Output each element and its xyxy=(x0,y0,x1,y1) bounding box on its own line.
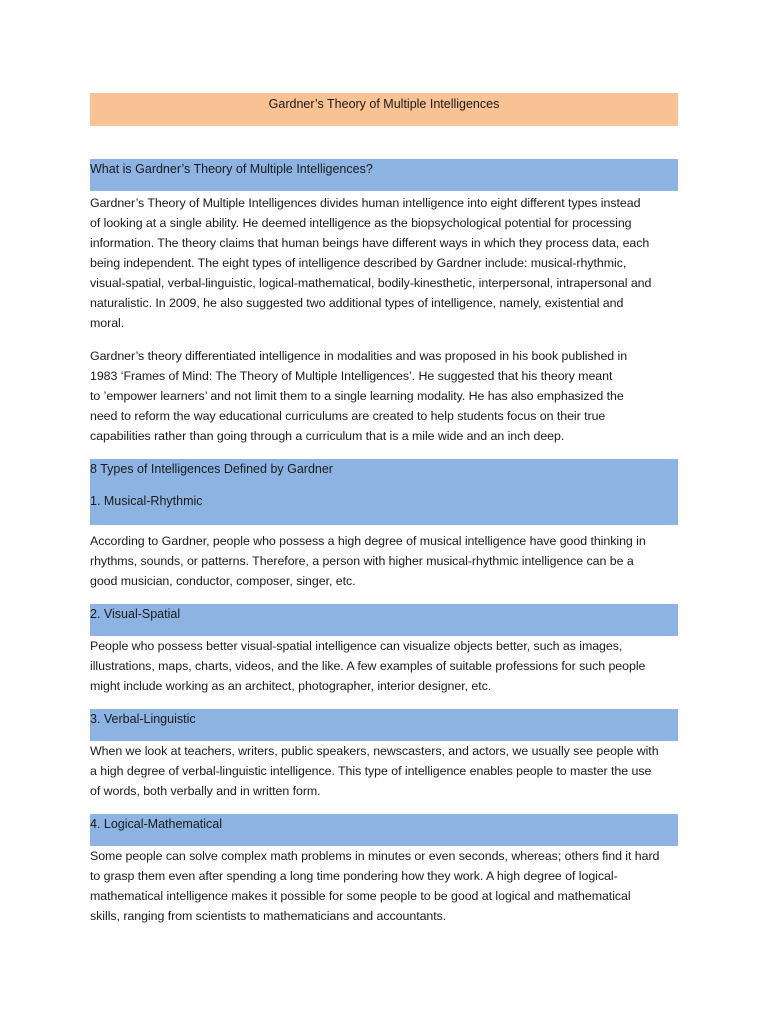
section-heading-what-is: What is Gardner’s Theory of Multiple Intelligences? xyxy=(90,159,678,191)
types-heading: 8 Types of Intelligences Defined by Gardner xyxy=(90,462,333,476)
text-line: rhythms, sounds, or patterns. Therefore, a person with higher musical-rhythmic intelligence can be a xyxy=(90,554,634,568)
text-line: moral. xyxy=(90,316,125,330)
type-heading-verbal: 3. Verbal-Linguistic xyxy=(90,709,678,741)
text-line: naturalistic. In 2009, he also suggested two additional types of intelligence, namely, existential and xyxy=(90,296,624,310)
text-line: a high degree of verbal-linguistic intelligence. This type of intelligence enables people to master the use xyxy=(90,764,652,778)
text-line: 1983 ‘Frames of Mind: The Theory of Multiple Intelligences’. He suggested that his theory meant xyxy=(90,369,613,383)
text-line: Some people can solve complex math problems in minutes or even seconds, whereas; others find it hard xyxy=(90,849,660,863)
document-content xyxy=(90,93,678,926)
text-line: of looking at a single ability. He deemed intelligence as the biopsychological potential for processing xyxy=(90,216,632,230)
text-line: When we look at teachers, writers, public speakers, newscasters, and actors, we usually see people with xyxy=(90,744,659,758)
section-heading-eight-types xyxy=(90,459,678,525)
type-heading-musical: 1. Musical-Rhythmic xyxy=(90,494,203,508)
text-line: capabilities rather than going through a curriculum that is a mile wide and an inch deep. xyxy=(90,429,565,443)
text-line: information. The theory claims that human beings have different ways in which they process data, each xyxy=(90,236,650,250)
text-line: Gardner’s Theory of Multiple Intelligences divides human intelligence into eight different types instead xyxy=(90,196,641,210)
text-line: of words, both verbally and in written form. xyxy=(90,784,321,798)
text-line: skills, ranging from scientists to mathematicians and accountants. xyxy=(90,909,447,923)
type-heading-visual: 2. Visual-Spatial xyxy=(90,604,678,636)
text-line: mathematical intelligence makes it possible for some people to be good at logical and mathematical xyxy=(90,889,631,903)
type-heading-logical: 4. Logical-Mathematical xyxy=(90,814,678,846)
document-title: Gardner’s Theory of Multiple Intelligences xyxy=(90,93,678,126)
text-line: illustrations, maps, charts, videos, and the like. A few examples of suitable professions for such people xyxy=(90,659,646,673)
text-line: visual-spatial, verbal-linguistic, logical-mathematical, bodily-kinesthetic, interpersonal, intrapersonal and xyxy=(90,276,652,290)
text-line: being independent. The eight types of intelligence described by Gardner include: musical-rhythmic, xyxy=(90,256,627,270)
text-line: People who possess better visual-spatial intelligence can visualize objects better, such as images, xyxy=(90,639,623,653)
intro-paragraph xyxy=(90,191,678,333)
text-line: might include working as an architect, photographer, interior designer, etc. xyxy=(90,679,492,693)
text-line: Gardner’s theory differentiated intelligence in modalities and was proposed in his book published in xyxy=(90,349,628,363)
text-line: need to reform the way educational curriculums are created to help students focus on their true xyxy=(90,409,606,423)
text-line: good musician, conductor, composer, singer, etc. xyxy=(90,574,356,588)
text-line: to ’empower learners’ and not limit them to a single learning modality. He has also emphasized the xyxy=(90,389,624,403)
verbal-paragraph xyxy=(90,741,678,801)
text-line: to grasp them even after spending a long time pondering how they work. A high degree of logical- xyxy=(90,869,618,883)
book-paragraph xyxy=(90,333,678,446)
logical-paragraph xyxy=(90,846,678,926)
musical-paragraph xyxy=(90,525,678,591)
visual-paragraph xyxy=(90,636,678,696)
text-line: According to Gardner, people who possess a high degree of musical intelligence have good thinking in xyxy=(90,534,646,548)
